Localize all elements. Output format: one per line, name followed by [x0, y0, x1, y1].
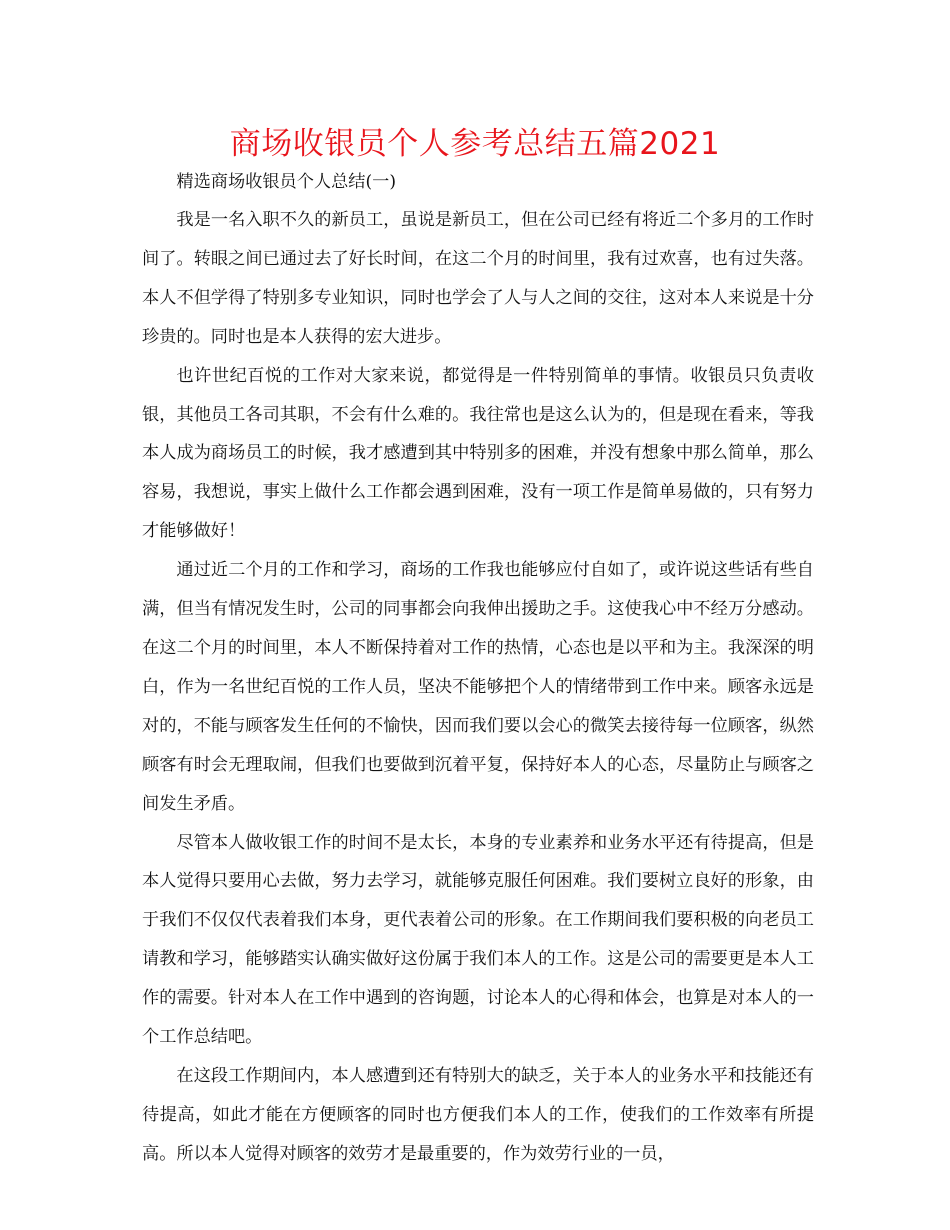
paragraph-2: 也许世纪百悦的工作对大家来说，都觉得是一件特别简单的事情。收银员只负责收银，其他员工各司其职，不会有什么难的。我往常也是这么认为的，但是现在看来，等我本人成为商场员工的时候，我才感遭到其中特别多的困难，并没有想象中那么简单，那么容易，我想说，事实上做什么工作都会遇到困难，没有一项工作是简单易做的，只有努力才能够做好！: [142, 365, 814, 542]
section-heading: 精选商场收银员个人总结(一): [176, 172, 397, 192]
paragraph-3: 通过近二个月的工作和学习，商场的工作我也能够应付自如了，或许说这些话有些自满，但当有情况发生时，公司的同事都会向我伸出援助之手。这使我心中不经万分感动。在这二个月的时间里，本人不断保持着对工作的热情，心态也是以平和为主。我深深的明白，作为一名世纪百悦的工作人员，坚决不能够把个人的情绪带到工作中来。顾客永远是对的，不能与顾客发生任何的不愉快，因而我们要以会心的微笑去接待每一位顾客，纵然顾客有时会无理取闹，但我们也要做到沉着平复，保持好本人的心态，尽量防止与顾客之间发生矛盾。: [142, 560, 814, 814]
paragraph-5: 在这段工作期间内，本人感遭到还有特别大的缺乏，关于本人的业务水平和技能还有待提高，如此才能在方便顾客的同时也方便我们本人的工作，使我们的工作效率有所提高。所以本人觉得对顾客的效劳才是最重要的，作为效劳行业的一员，: [142, 1065, 814, 1164]
paragraph-1: 我是一名入职不久的新员工，虽说是新员工，但在公司已经有将近二个多月的工作时间了。转眼之间已通过去了好长时间，在这二个月的时间里，我有过欢喜，也有过失落。本人不但学得了特别多专业知识，同时也学会了人与人之间的交往，这对本人来说是十分珍贵的。同时也是本人获得的宏大进步。: [142, 210, 814, 347]
document-body: [142, 163, 814, 1174]
document-title: 商场收银员个人参考总结五篇2021: [229, 126, 721, 162]
paragraph-4: 尽管本人做收银工作的时间不是太长，本身的专业素养和业务水平还有待提高，但是本人觉得只要用心去做，努力去学习，就能够克服任何困难。我们要树立良好的形象，由于我们不仅仅代表着我们本身，更代表着公司的形象。在工作期间我们要积极的向老员工请教和学习，能够踏实认确实做好这份属于我们本人的工作。这是公司的需要更是本人工作的需要。针对本人在工作中遇到的咨询题，讨论本人的心得和体会，也算是对本人的一个工作总结吧。: [142, 832, 814, 1048]
